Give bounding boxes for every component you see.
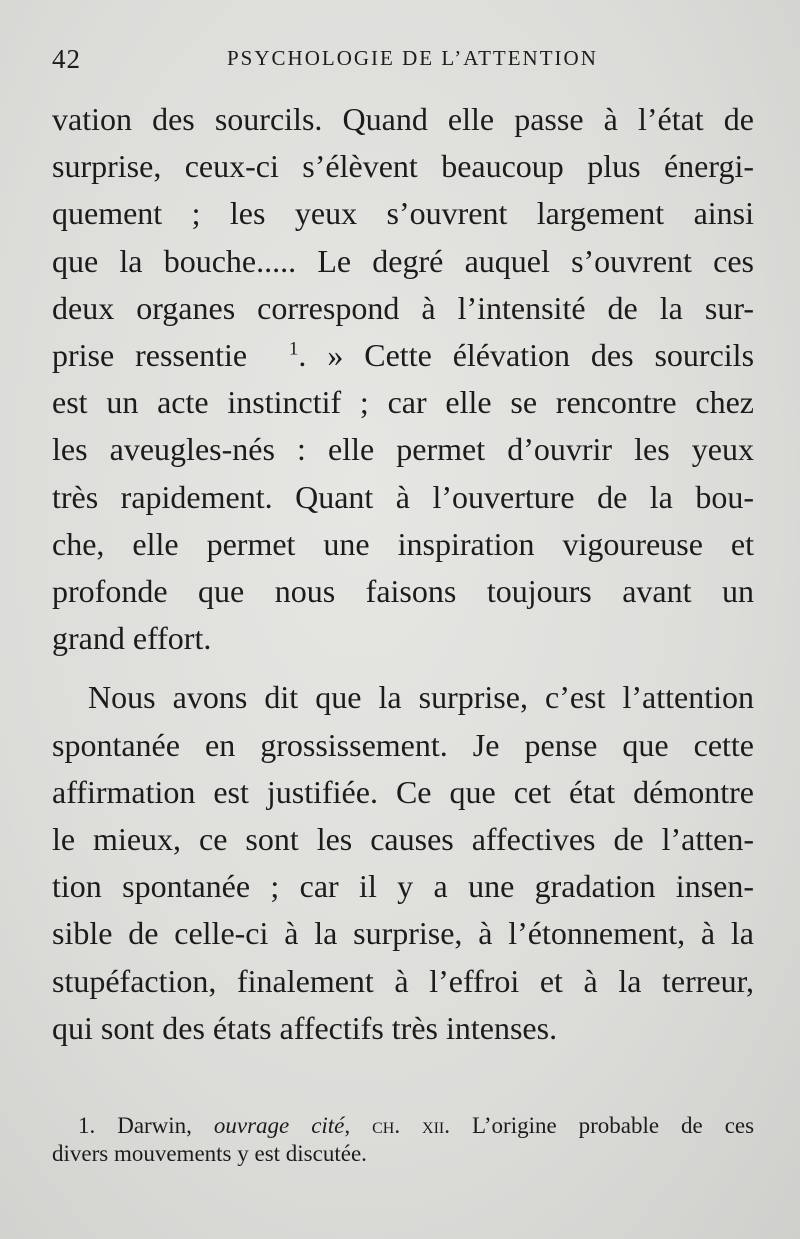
running-title: PSYCHOLOGIE DE L’ATTENTION (227, 46, 598, 70)
text-line-with-footnote-ref (52, 332, 754, 379)
footnote-author: Darwin, (117, 1113, 192, 1138)
text-line: que la bouche..... Le degré auquel s’ouvrent ces (52, 242, 754, 279)
text-line: grand effort. (52, 620, 212, 657)
text-line: spontanée en grossissement. Je pense que cette (52, 726, 754, 763)
footnote-line: divers mouvements y est discutée. (52, 1141, 367, 1166)
text-line: quement ; les yeux s’ouvrent largement ainsi (52, 195, 754, 232)
footnote-number: 1. (78, 1113, 96, 1138)
footnote-line (52, 1112, 754, 1140)
text-line: che, elle permet une inspiration vigoureuse et (52, 525, 754, 562)
footnote-text: L’origine probable de ces (471, 1113, 755, 1138)
text-line: surprise, ceux-ci s’élèvent beaucoup plus énergi- (52, 148, 754, 185)
page-number: 42 (52, 44, 81, 74)
text-line: deux organes correspond à l’intensité de la sur- (52, 289, 754, 326)
body-text (52, 96, 754, 1052)
footnote-work-title: ouvrage cité, (213, 1113, 351, 1138)
paragraph-1 (52, 96, 754, 662)
footnote (52, 1112, 754, 1168)
text-line: très rapidement. Quant à l’ouverture de la bou- (52, 478, 754, 515)
text-fragment: prise ressentie (52, 337, 248, 374)
text-line: vation des sourcils. Quand elle passe à l’état de (52, 101, 754, 137)
text-line: qui sont des états affectifs très intenses. (52, 1009, 558, 1046)
text-line: affirmation est justifiée. Ce que cet état démontre (52, 773, 754, 810)
text-line: Nous avons dit que la surprise, c’est l’attention (88, 679, 754, 716)
text-line: sible de celle-ci à la surprise, à l’étonnement, à la (52, 915, 754, 952)
footnote-reference: 1 (288, 338, 299, 360)
footnote-chapter: ch. xii. (372, 1113, 450, 1138)
text-line: profonde que nous faisons toujours avant un (52, 573, 754, 610)
paragraph-2 (52, 674, 754, 1052)
page-header (52, 38, 752, 78)
text-line: stupéfaction, finalement à l’effroi et à la terreur, (52, 962, 754, 999)
text-line: les aveugles-nés : elle permet d’ouvrir les yeux (52, 431, 754, 468)
text-line: le mieux, ce sont les causes affectives de l’atten- (52, 821, 754, 858)
text-fragment: . » Cette élévation des sourcils (298, 337, 755, 374)
text-line: est un acte instinctif ; car elle se rencontre chez (52, 384, 754, 421)
text-line: tion spontanée ; car il y a une gradation insen- (52, 868, 754, 905)
